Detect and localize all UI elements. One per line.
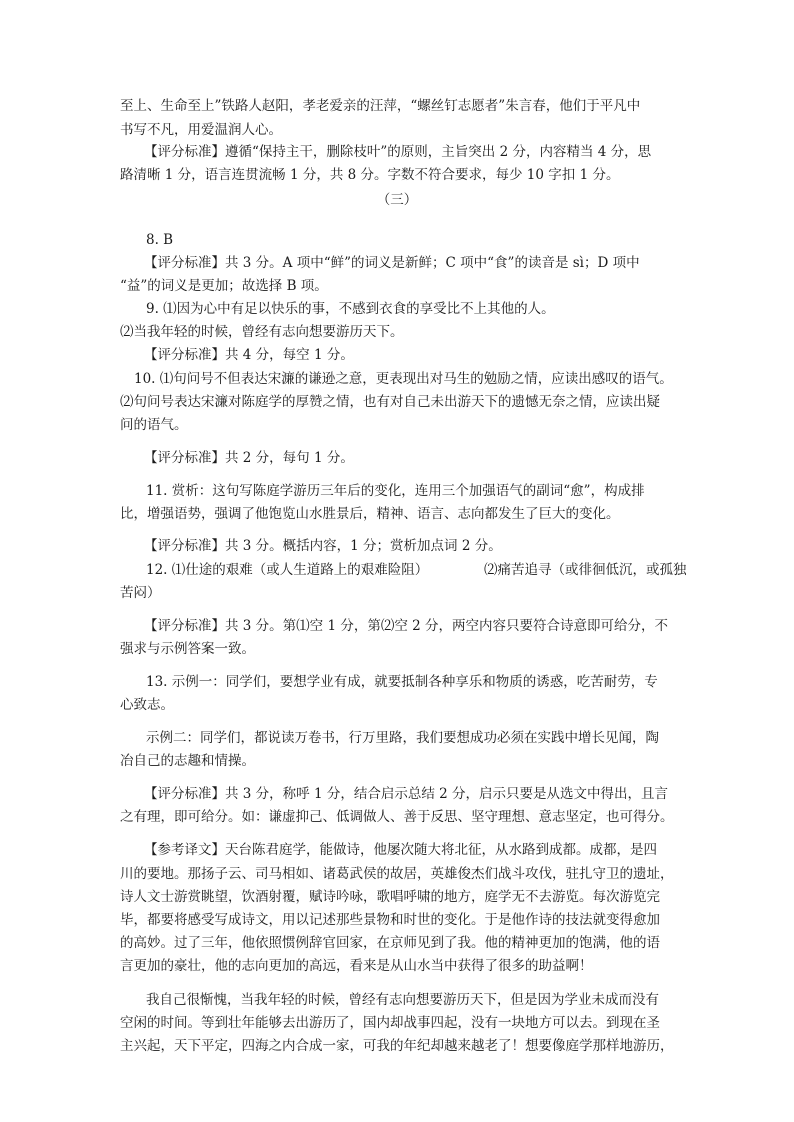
text-line: 10. ⑴句问号不但表达宋濂的谦逊之意，更表现出对马生的勉励之情，应读出感叹的语气。 bbox=[134, 371, 673, 387]
text-line: 路清晰 1 分，语言连贯流畅 1 分，共 8 分。字数不符合要求，每少 10 字扣 1 分。 bbox=[120, 167, 620, 183]
text-line: ⑵当我年轻的时候，曾经有志向想要游历天下。 bbox=[120, 324, 404, 340]
text-line: 示例二：同学们，都说读万卷书，行万里路，我们要想成功必须在实践中增长见闻，陶 bbox=[146, 730, 659, 746]
text-line: ⑵痛苦追寻（或徘徊低沉，或孤独 bbox=[484, 562, 687, 578]
text-line: 【评分标准】共 3 分。第⑴空 1 分，第⑵空 2 分，两空内容只要符合诗意即可给分，不 bbox=[144, 618, 669, 634]
text-line: 9. ⑴因为心中有足以快乐的事，不感到衣食的享受比不上其他的人。 bbox=[146, 301, 555, 317]
text-line: 12. ⑴仕途的艰难（或人生道路上的艰难险阻） bbox=[146, 562, 429, 578]
text-line: 书写不凡，用爱温润人心。 bbox=[120, 122, 282, 138]
answer-number: 8. B bbox=[146, 232, 174, 248]
text-line: 【评分标准】遵循“保持主干，删除枝叶”的原则，主旨突出 2 分，内容精当 4 分，思 bbox=[144, 144, 652, 160]
text-line: 【评分标准】共 2 分，每句 1 分。 bbox=[144, 450, 354, 466]
text-line: 【评分标准】共 3 分，称呼 1 分，结合启示总结 2 分，启示只要是从选文中得出，且言 bbox=[144, 786, 669, 802]
text-line: “益”的词义是更加；故选择 B 项。 bbox=[120, 278, 328, 294]
section-heading: （三） bbox=[376, 192, 418, 208]
text-line: 强求与示例答案一致。 bbox=[120, 641, 255, 657]
text-line: 毕，都要将感受写成诗文，用以记述那些景物和时世的变化。于是他作诗的技法就变得愈加 bbox=[120, 912, 660, 928]
text-line: 诗人文士游赏眺望，饮酒射覆，赋诗吟咏，歌唱呼啸的地方，庭学无不去游览。每次游览完 bbox=[120, 889, 660, 905]
text-line: 13. 示例一：同学们，要想学业有成，就要抵制各种享乐和物质的诱惑，吃苦耐劳，专 bbox=[146, 674, 658, 690]
text-line: 言更加的豪壮，他的志向更加的高远，看来是从山水当中获得了很多的助益啊！ bbox=[120, 958, 593, 974]
text-line: 心致志。 bbox=[120, 697, 174, 713]
text-line: 【评分标准】共 3 分。概括内容，1 分；赏析加点词 2 分。 bbox=[144, 538, 502, 554]
text-line: 的高妙。过了三年，他依照惯例辞官回家，在京师见到了我。他的精神更加的饱满，他的语 bbox=[120, 935, 660, 951]
text-line: 之有理，即可给分。如：谦虚抑己、低调做人、善于反思、坚守理想、意志坚定，也可得分。 bbox=[120, 809, 674, 825]
text-line: 川的要地。那扬子云、司马相如、诸葛武侯的故居，英雄俊杰们战斗攻伐，驻扎守卫的遗址， bbox=[120, 866, 674, 882]
text-line: 至上、生命至上”铁路人赵阳，孝老爱亲的汪萍，“螺丝钉志愿者”朱言春，他们于平凡中 bbox=[120, 98, 641, 114]
text-line: 冶自己的志趣和情操。 bbox=[120, 753, 255, 769]
text-line: 比，增强语势，强调了他饱览山水胜景后，精神、语言、志向都发生了巨大的变化。 bbox=[120, 506, 620, 522]
text-line: 【评分标准】共 3 分。A 项中“鲜”的词义是新鲜；C 项中“食”的读音是 sì；D 项中 bbox=[144, 255, 640, 271]
text-line: 空闲的时间。等到壮年能够去出游历了，国内却战事四起，没有一块地方可以去。到现在圣 bbox=[120, 1015, 660, 1031]
text-line: 苦闷） bbox=[120, 585, 161, 601]
text-line: 我自己很惭愧，当我年轻的时候，曾经有志向想要游历天下，但是因为学业未成而没有 bbox=[146, 992, 659, 1008]
text-line: ⑵句问号表达宋濂对陈庭学的厚赞之情，也有对自己未出游天下的遗憾无奈之情，应读出疑 bbox=[120, 394, 660, 410]
text-line: 【评分标准】共 4 分，每空 1 分。 bbox=[144, 347, 354, 363]
text-line: 11. 赏析：这句写陈庭学游历三年后的变化，连用三个加强语气的副词“愈”，构成排 bbox=[146, 483, 645, 499]
text-line: 问的语气。 bbox=[120, 417, 188, 433]
text-line: 主兴起，天下平定，四海之内合成一家，可我的年纪却越来越老了！想要像庭学那样地游历， bbox=[120, 1038, 674, 1054]
text-line: 【参考译文】天台陈君庭学，能做诗，他屡次随大将北征，从水路到成都。成都，是四 bbox=[144, 842, 657, 858]
